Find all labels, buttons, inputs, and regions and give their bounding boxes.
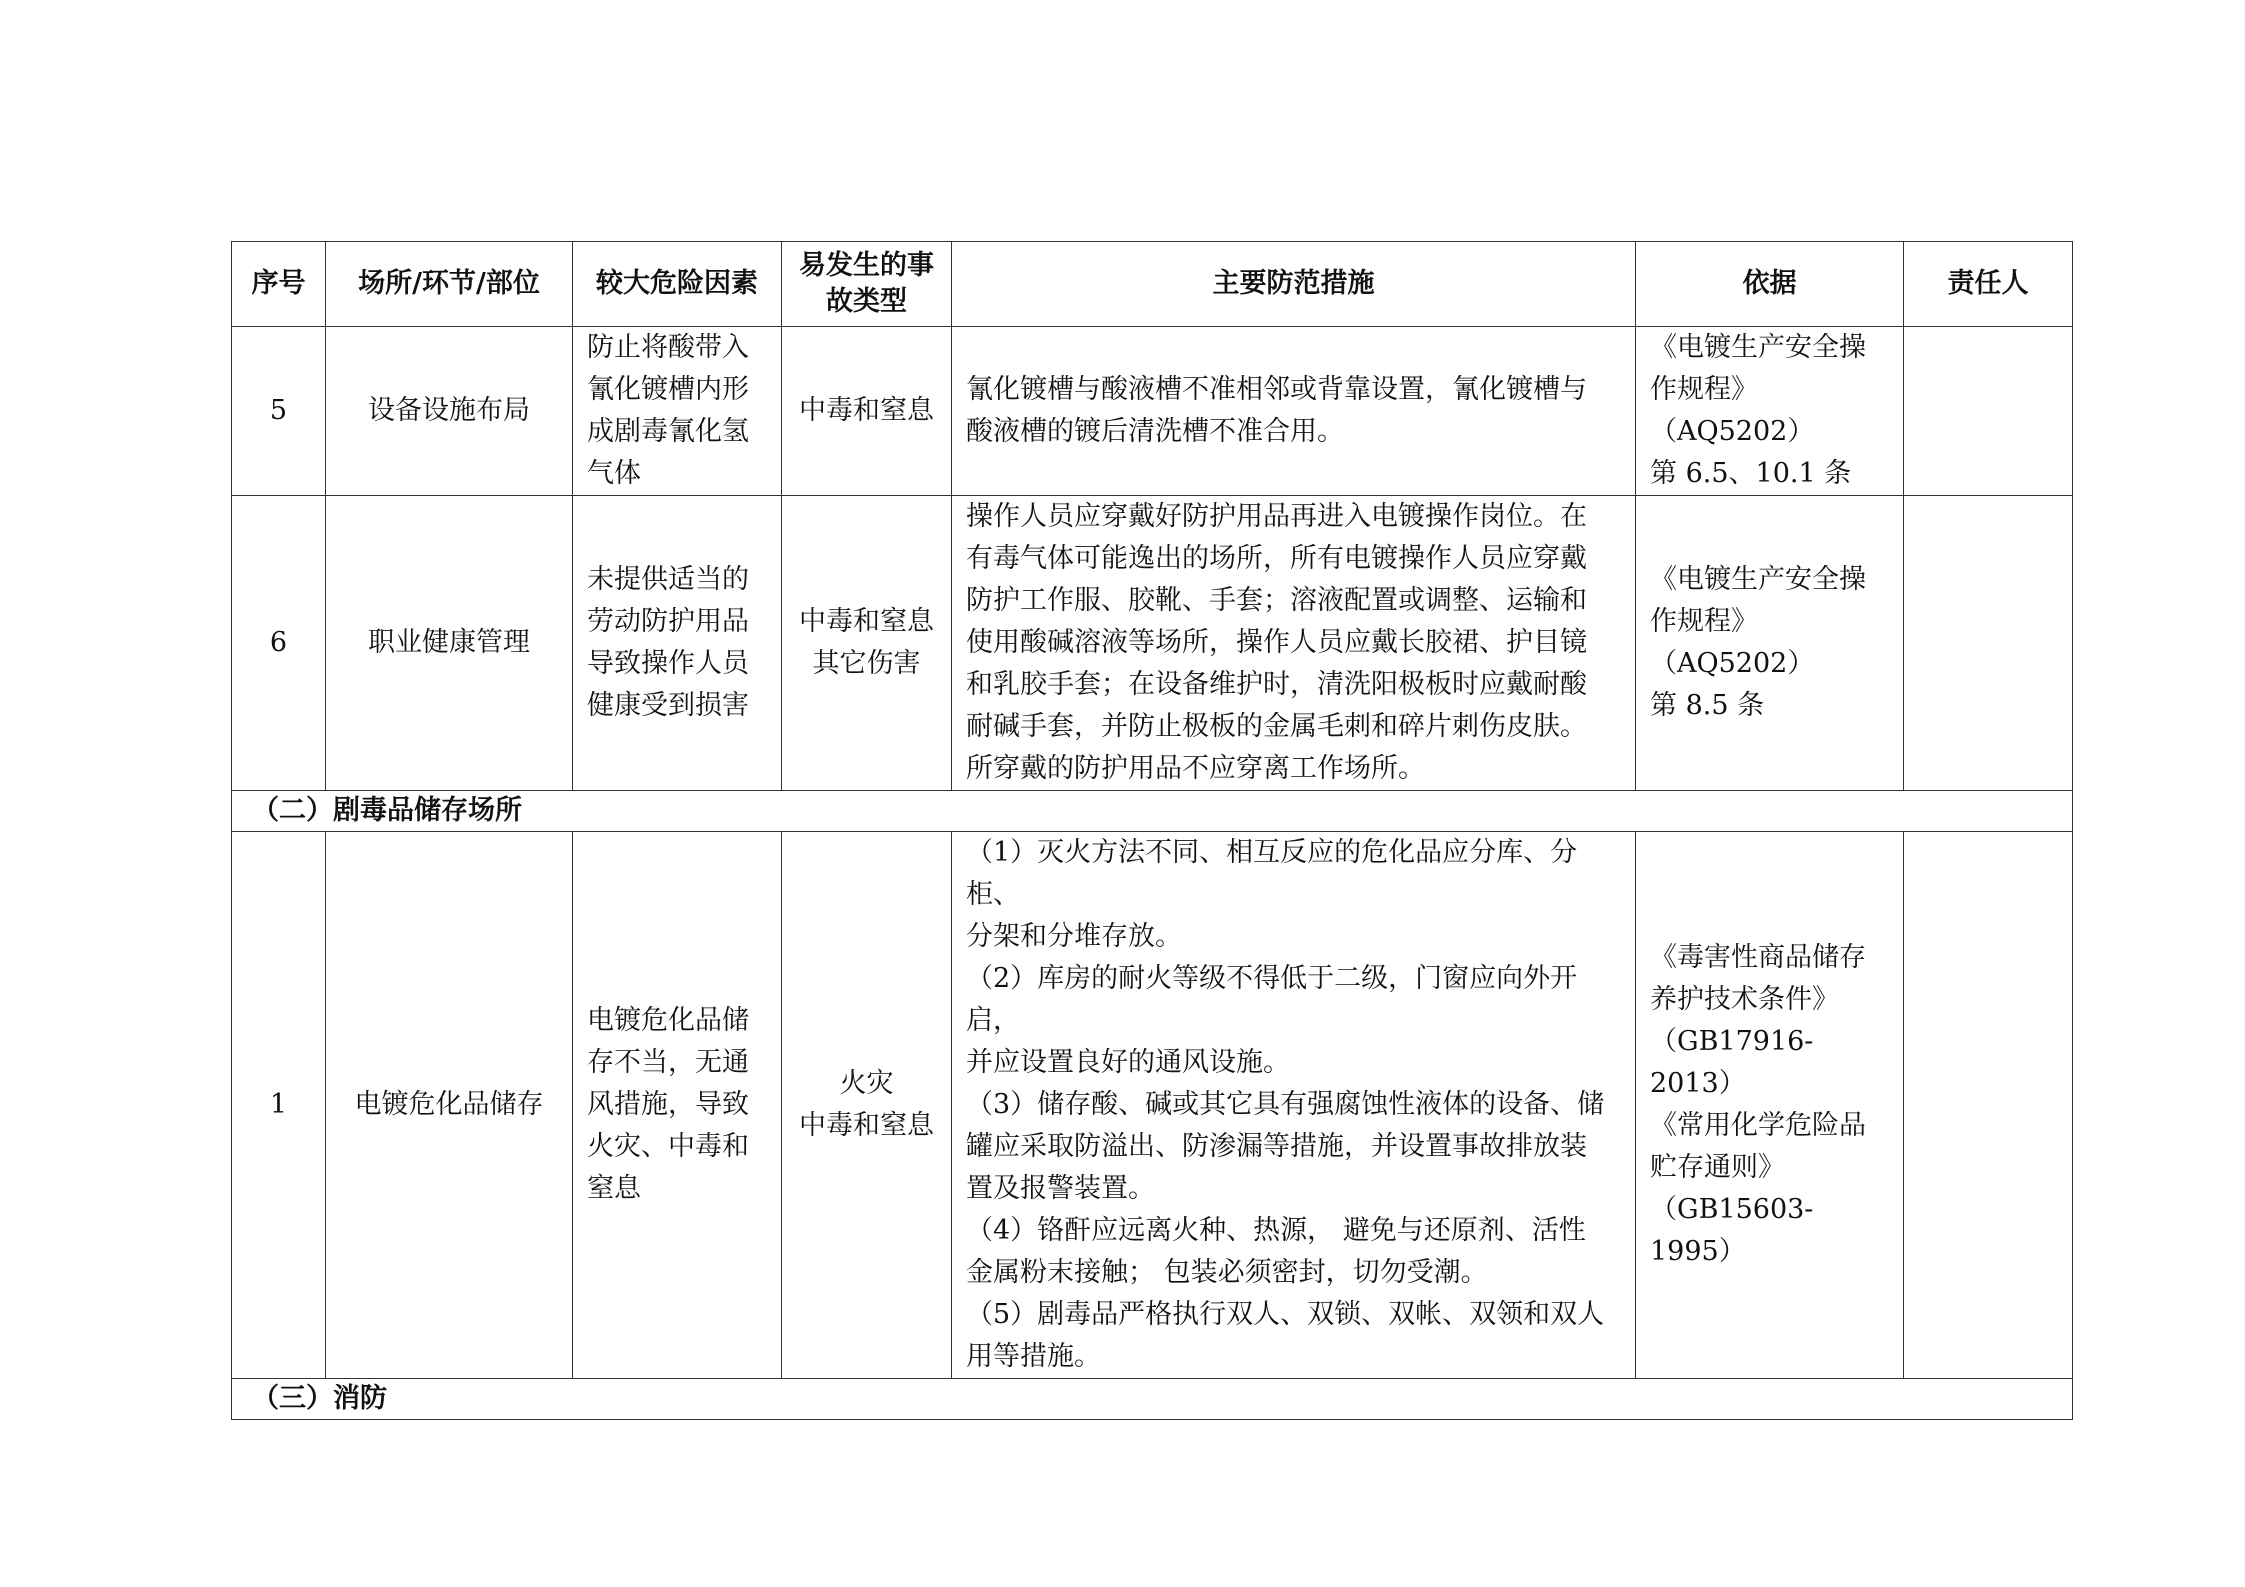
cell-measures: 氰化镀槽与酸液槽不准相邻或背靠设置，氰化镀槽与 酸液槽的镀后清洗槽不准合用。 [952,327,1636,496]
cell-basis: 《毒害性商品储存 养护技术条件》 （GB17916-2013） 《常用化学危险品 贮存通则》 （GB15603-1995） [1636,832,1904,1379]
cell-location: 电镀危化品储存 [326,832,573,1379]
header-basis: 依据 [1636,242,1904,327]
cell-location: 职业健康管理 [326,496,573,791]
header-accident-type: 易发生的事 故类型 [782,242,952,327]
header-measures: 主要防范措施 [952,242,1636,327]
cell-index: 5 [232,327,326,496]
risk-control-table [231,241,2073,1420]
header-location: 场所/环节/部位 [326,242,573,327]
header-row [232,242,2073,327]
section-row [232,791,2073,832]
cell-hazard: 电镀危化品储 存不当，无通 风措施，导致 火灾、中毒和 窒息 [573,832,782,1379]
cell-location: 设备设施布局 [326,327,573,496]
cell-measures: （1）灭火方法不同、相互反应的危化品应分库、分柜、 分架和分堆存放。 （2）库房的耐火等级不得低于二级，门窗应向外开启， 并应设置良好的通风设施。 （3）储存酸、碱或其它具有强腐蚀性液体的设备、储 罐应采取防溢出、防渗漏等措施，并设置事故排放装 置及报警装置。 （4）铬酐应远离火种、热源， 避免与还原剂、活性 金属粉末接触； 包装必须密封，切勿受潮。 （5）剧毒品严格执行双人、双锁、双帐、双领和双人 用等措施。 [952,832,1636,1379]
section-row [232,1379,2073,1420]
header-responsible: 责任人 [1904,242,2073,327]
cell-responsible [1904,327,2073,496]
section-heading-toxic-storage: （二）剧毒品储存场所 [232,791,2073,832]
cell-hazard: 未提供适当的 劳动防护用品 导致操作人员 健康受到损害 [573,496,782,791]
table-row [232,832,2073,1379]
cell-responsible [1904,496,2073,791]
section-heading-fire: （三）消防 [232,1379,2073,1420]
table-row [232,327,2073,496]
cell-accident: 火灾 中毒和窒息 [782,832,952,1379]
table-row [232,496,2073,791]
header-index: 序号 [232,242,326,327]
cell-basis: 《电镀生产安全操 作规程》（AQ5202） 第 6.5、10.1 条 [1636,327,1904,496]
cell-measures: 操作人员应穿戴好防护用品再进入电镀操作岗位。在 有毒气体可能逸出的场所，所有电镀操作人员应穿戴 防护工作服、胶靴、手套；溶液配置或调整、运输和 使用酸碱溶液等场所，操作人员应戴长胶裙、护目镜 和乳胶手套；在设备维护时，清洗阳极板时应戴耐酸 耐碱手套，并防止极板的金属毛刺和碎片刺伤皮肤。 所穿戴的防护用品不应穿离工作场所。 [952,496,1636,791]
cell-responsible [1904,832,2073,1379]
header-hazard: 较大危险因素 [573,242,782,327]
cell-accident: 中毒和窒息 [782,327,952,496]
cell-basis: 《电镀生产安全操 作规程》（AQ5202） 第 8.5 条 [1636,496,1904,791]
cell-hazard: 防止将酸带入 氰化镀槽内形 成剧毒氰化氢 气体 [573,327,782,496]
cell-index: 1 [232,832,326,1379]
cell-index: 6 [232,496,326,791]
cell-accident: 中毒和窒息 其它伤害 [782,496,952,791]
